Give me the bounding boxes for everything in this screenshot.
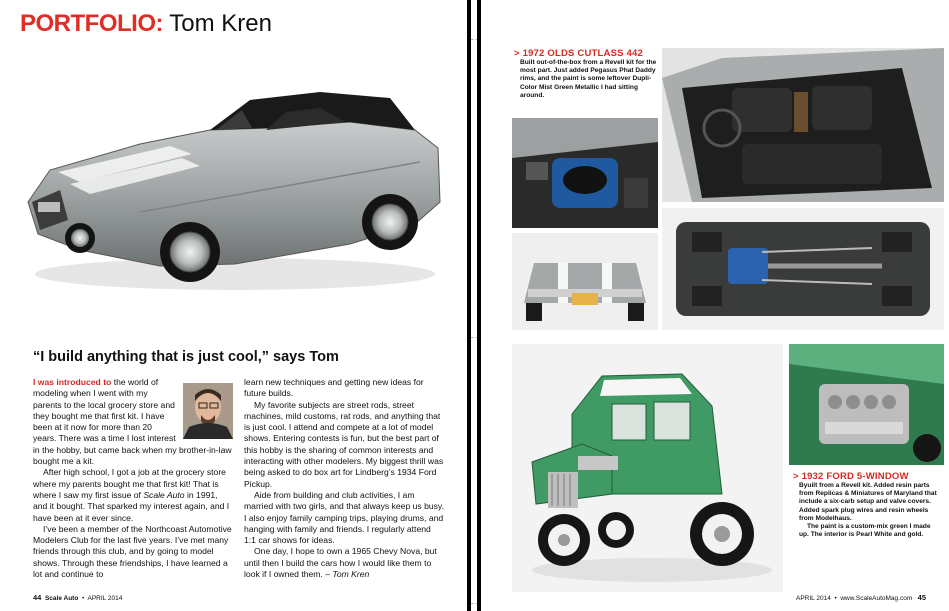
paragraph-techniques: learn new techniques and getting new ideas for future builds. (244, 377, 424, 399)
footer-left (33, 593, 122, 602)
footer-separator-right: • (834, 595, 837, 602)
caption-ford-title: > 1932 FORD 5-WINDOW (793, 471, 909, 482)
grocery-text: After high school, I got a job at the grocery store where my parents bought me that first kit! That is where I saw my first issue of (33, 467, 226, 500)
section-label: PORTFOLIO: (20, 10, 163, 37)
caption-ford-text: Byuilt from a Revell kit. Added resin parts from Replicas & Miniatures of Maryland that include a six-carb setup and valve covers. Added spark plug wires and resin wheels from Modelhaus. (799, 482, 937, 522)
page-title (20, 10, 272, 38)
page-number-left: 44 (33, 593, 42, 602)
builder-name: Tom Kren (169, 10, 272, 37)
footer-url: www.ScaleAutoMag.com (840, 595, 913, 602)
paragraph-nova (244, 546, 444, 580)
article-column-2 (244, 377, 444, 580)
footer-magazine: Scale Auto (44, 595, 79, 602)
cutlass-underside-photo (662, 208, 944, 330)
ford-engine-photo (789, 344, 944, 465)
pull-quote: “I build anything that is just cool,” says Tom (33, 349, 339, 365)
footer-right (796, 593, 926, 602)
cutlass-engine-photo (512, 118, 658, 228)
paragraph-subjects: My favorite subjects are street rods, street machines, mild customs, rat rods, and anything that is just cool. I attend and compete at a lot of model shows. Entering contests is fun, but the best part of this hobby is the sharing of common interests and interacting with other modelers. My biggest thrill was being asked to do box art for Lindberg’s 1934 Ford Pickup. (244, 399, 444, 489)
page-number-right: 45 (917, 593, 926, 602)
paragraph-club: I’ve been a member of the Northcoast Automotive Modelers Club for the last five years. I’ve met many friends through this club, and by going to model shows. Through these friendships, I have learned a lot and continue to (33, 523, 232, 580)
left-page (0, 0, 469, 611)
caption-ford (793, 471, 941, 539)
cutlass-rear-photo (512, 233, 658, 330)
caption-cutlass-title: > 1972 OLDS CUTLASS 442 (514, 48, 643, 59)
author-signature: Tom Kren (332, 569, 370, 580)
magazine-name: Scale Auto (143, 489, 185, 500)
intro-text: the world of modeling when I went with my parents to the local grocery store and they bought me that first kit. I have been at it now for more than 20 years. There was a time I lost interest in the hobby, but came back when my brother-in-law bought me a kit. (33, 377, 232, 467)
paragraph-grocery (33, 467, 233, 523)
cutlass-interior-photo (662, 48, 944, 202)
grocery-text-end: in 1991, and it bought. That sparked my interest again, and I have been at it ever since. (33, 489, 230, 523)
gutter-bar-left (467, 0, 471, 611)
footer-date-left: APRIL 2014 (87, 595, 123, 602)
article-column-1 (33, 377, 233, 580)
caption-cutlass-text: Built out-of-the-box from a Revell kit for the most part. Just added Pegasus Phat Daddy rims, and the paint is some leftover Dupli-Color Mist Green Metallic I had sitting around. (520, 59, 657, 99)
lead-in-text: I was introduced to (33, 377, 112, 387)
caption-ford-text-paint: The paint is a custom-mix green I made up. The interior is Pearl White and gold. (799, 523, 931, 539)
footer-separator: • (81, 595, 85, 602)
paragraph-family: Aide from building and club activities, I am married with two girls, and that always keep us busy. I also enjoy family camping trips, playing drums, and hanging with family and friends. I regularly attend 1:1 car shows for ideas. (244, 489, 444, 546)
ford-hero-photo (512, 344, 783, 592)
nova-text: One day, I hope to own a 1965 Chevy Nova, but until then I build the cars how I would like them to look if I owned them. – (244, 546, 437, 580)
footer-date-right: APRIL 2014 (796, 595, 831, 602)
caption-cutlass (514, 48, 658, 100)
cutlass-hero-photo (20, 52, 450, 300)
mugshot-photo (183, 383, 233, 439)
